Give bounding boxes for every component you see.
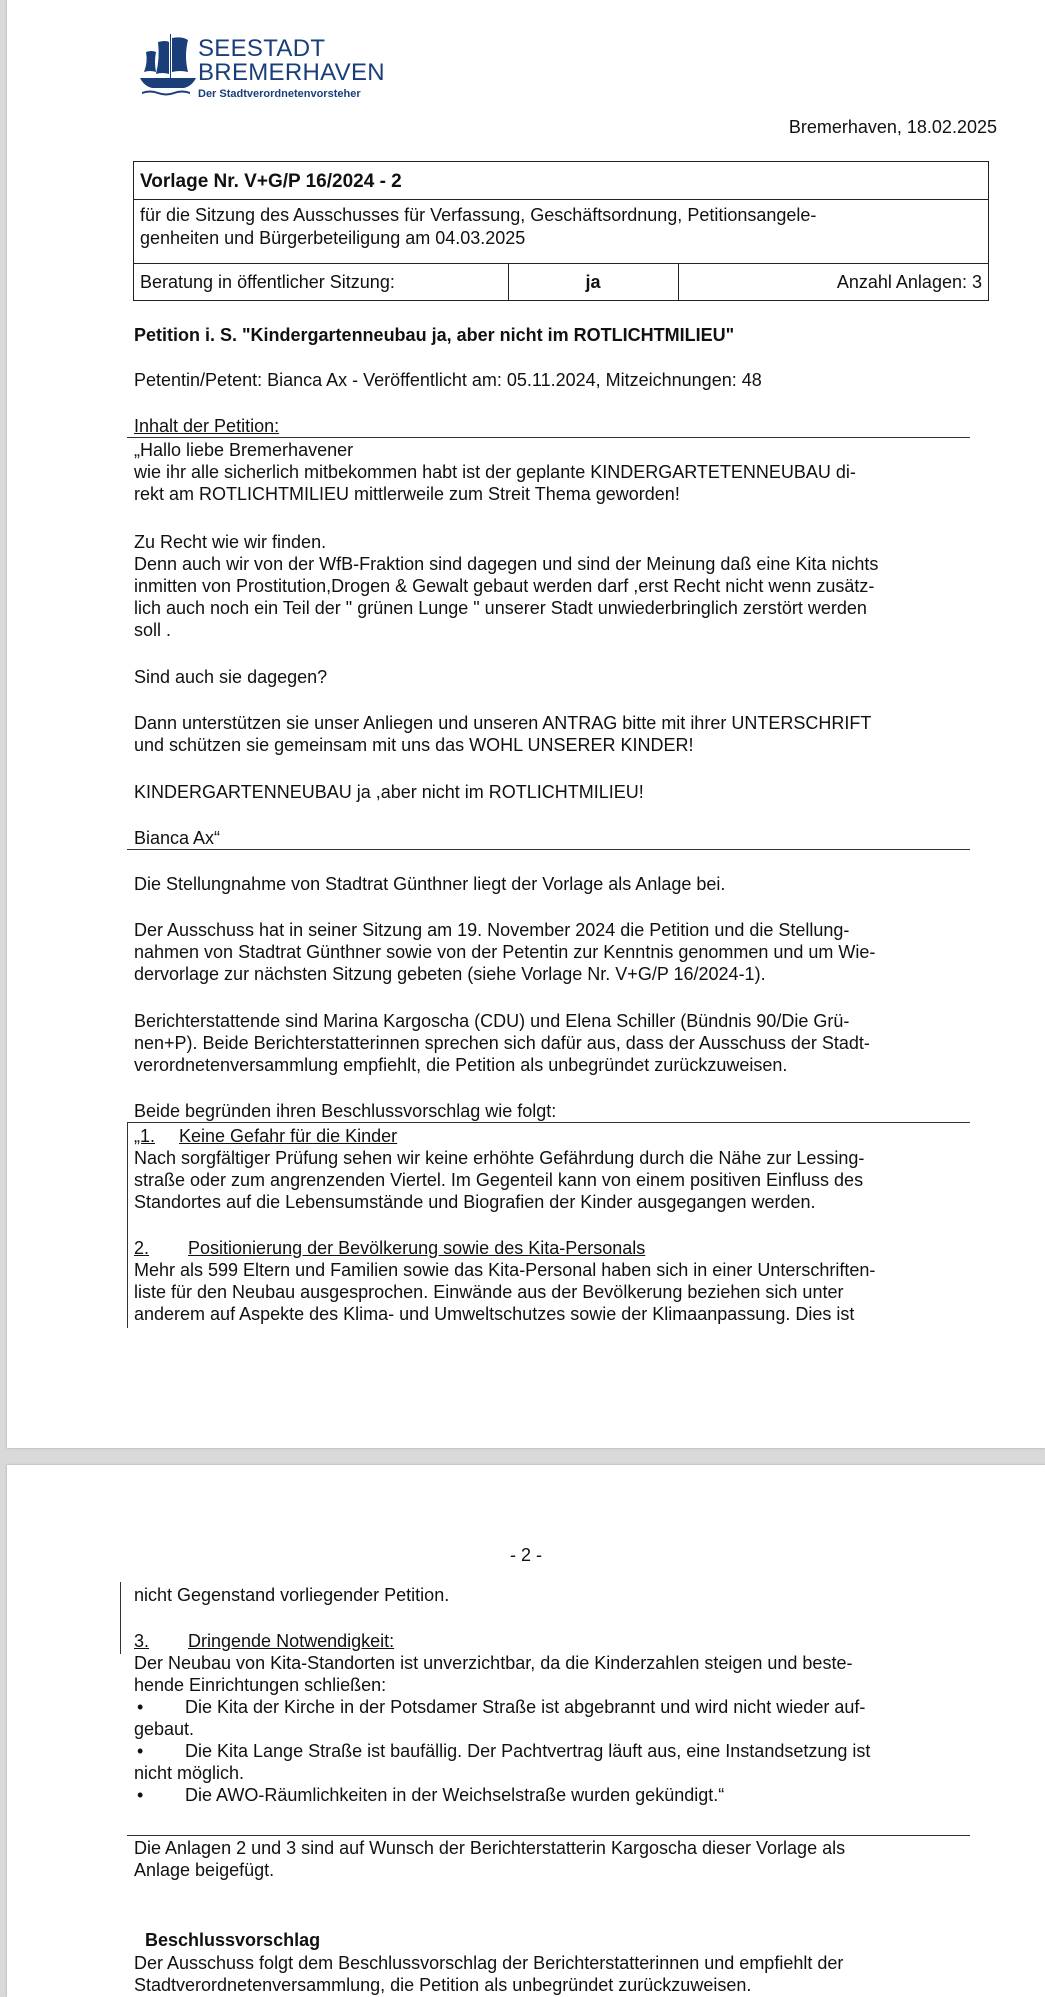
petition-line: Zu Recht wie wir finden. [134, 532, 327, 552]
sitzung-line-2: genheiten und Bürgerbeteiligung am 04.03.2025 [140, 228, 526, 248]
petition-line: KINDERGARTENNEUBAU ja ,aber nicht im ROTLICHTMILIEU! [134, 782, 644, 802]
beschluss-line: Stadtverordnetenversammlung, die Petition als unbegründet zurückzuweisen. [134, 1975, 752, 1995]
petition-line: lich auch noch ein Teil der " grünen Lunge " unserer Stadt unwiederbringlich zerstört werden [134, 598, 867, 618]
point-2-heading [134, 1237, 645, 1260]
document-date: Bremerhaven, 18.02.2025 [788, 117, 997, 137]
city-logo [140, 30, 400, 106]
petition-line: Denn auch wir von der WfB-Fraktion sind dagegen und sind der Meinung daß eine Kita nichts [134, 554, 879, 574]
petition-line: inmitten von Prostitution,Drogen & Gewalt gebaut werden darf ,erst Recht nicht wenn zusätz- [134, 576, 875, 596]
bullet-item-line: nicht möglich. [134, 1763, 245, 1783]
petition-line: Sind auch sie dagegen? [134, 667, 328, 687]
point-3-heading [134, 1630, 394, 1653]
point-1-title: Keine Gefahr für die Kinder [179, 1126, 398, 1146]
point-2-line: anderem auf Aspekte des Klima- und Umweltschutzes sowie der Klimaanpassung. Dies ist [134, 1304, 855, 1324]
anlagen-count: Anzahl Anlagen: 3 [836, 272, 982, 292]
bullet-symbol: • [137, 1697, 144, 1717]
begruendung-heading: Beide begründen ihren Beschlussvorschlag wie folgt: [134, 1101, 557, 1121]
sitzung-line-1: für die Sitzung des Ausschusses für Verfassung, Geschäftsordnung, Petitionsangele- [140, 205, 817, 225]
point-1-line: Nach sorgfältiger Prüfung sehen wir keine erhöhte Gefährdung durch die Nähe zur Lessing- [134, 1148, 865, 1168]
bullet-item-line: Die AWO-Räumlichkeiten in der Weichselstraße wurden gekündigt.“ [185, 1785, 725, 1805]
bullet-symbol: • [137, 1785, 144, 1805]
inhalt-heading: Inhalt der Petition: [134, 416, 280, 436]
point-3-line: Der Neubau von Kita-Standorten ist unverzichtbar, da die Kinderzahlen steigen und beste- [134, 1653, 853, 1673]
point-2-line: liste für den Neubau ausgesprochen. Einwände aus der Bevölkerung beziehen sich unter [134, 1282, 844, 1302]
point-2-title: Positionierung der Bevölkerung sowie des Kita-Personals [188, 1238, 646, 1258]
anlagen-line: Anlage beigefügt. [134, 1860, 275, 1880]
bullet-item-line: Die Kita der Kirche in der Potsdamer Straße ist abgebrannt und wird nicht wieder auf- [185, 1697, 866, 1717]
petition-title: Petition i. S. "Kindergartenneubau ja, aber nicht im ROTLICHTMILIEU" [134, 325, 735, 345]
point-1-line: straße oder zum angrenzenden Viertel. Im Gegenteil kann von einem positiven Einfluss des [134, 1170, 864, 1190]
petent-info: Petentin/Petent: Bianca Ax - Veröffentlicht am: 05.11.2024, Mitzeichnungen: 48 [134, 370, 762, 390]
point-2-number: 2. [134, 1238, 150, 1258]
point-3-line: hende Einrichtungen schließen: [134, 1675, 387, 1695]
point-3-title: Dringende Notwendigkeit: [188, 1631, 395, 1651]
continuation-text: nicht Gegenstand vorliegender Petition. [134, 1585, 450, 1605]
petition-line: soll . [134, 620, 172, 640]
petition-line: rekt am ROTLICHTMILIEU mittlerweile zum Streit Thema geworden! [134, 484, 680, 504]
logo-subtitle: Der Stadtverordnetenvorsteher [198, 88, 361, 100]
ausschuss-line: dervorlage zur nächsten Sitzung gebeten (siehe Vorlage Nr. V+G/P 16/2024-1). [134, 964, 766, 984]
vorlage-row [134, 162, 988, 200]
point-1-heading [134, 1125, 397, 1148]
ausschuss-line: nahmen von Stadtrat Günthner sowie von der Petentin zur Kenntnis genommen und um Wie- [134, 942, 876, 962]
vorlage-number: Vorlage Nr. V+G/P 16/2024 - 2 [140, 171, 402, 192]
point-1-line: Standortes auf die Lebensumstände und Biografien der Kinder ausgegangen werden. [134, 1192, 816, 1212]
beratung-value: ja [585, 272, 601, 292]
petition-line: und schützen sie gemeinsam mit uns das WOHL UNSERER KINDER! [134, 735, 694, 755]
logo-city-name-line2: BREMERHAVEN [198, 59, 385, 86]
berichterstatter-line: nen+P). Beide Berichterstatterinnen sprechen sich dafür aus, dass der Ausschuss der Stadt- [134, 1033, 870, 1053]
berichterstatter-line: Berichterstattende sind Marina Kargoscha (CDU) und Elena Schiller (Bündnis 90/Die Grü- [134, 1011, 850, 1031]
berichterstatter-line: verordnetenversammlung empfiehlt, die Petition als unbegründet zurückzuweisen. [134, 1055, 788, 1075]
sitzung-row [134, 200, 988, 264]
point-2-line: Mehr als 599 Eltern und Familien sowie das Kita-Personal haben sich in einer Unterschriften- [134, 1260, 876, 1280]
document-page-2 [7, 1465, 1045, 1997]
ausschuss-line: Der Ausschuss hat in seiner Sitzung am 19. November 2024 die Petition und die Stellung- [134, 920, 850, 940]
petition-line: Bianca Ax“ [134, 828, 221, 848]
bullet-item-line: Die Kita Lange Straße ist baufällig. Der Pachtvertrag läuft aus, eine Instandsetzung ist [185, 1741, 871, 1761]
bullet-symbol: • [137, 1741, 144, 1761]
page-number: - 2 - [509, 1545, 542, 1565]
beschluss-line: Der Ausschuss folgt dem Beschlussvorschlag der Berichterstatterinnen und empfiehlt der [134, 1953, 844, 1973]
document-page-1 [7, 0, 1045, 1448]
petition-line: Dann unterstützen sie unser Anliegen und unseren ANTRAG bitte mit ihrer UNTERSCHRIFT [134, 713, 872, 733]
anlagen-line: Die Anlagen 2 und 3 sind auf Wunsch der Berichterstatterin Kargoscha dieser Vorlage als [134, 1838, 846, 1858]
header-table [133, 161, 989, 301]
petition-line: „Hallo liebe Bremerhavener [134, 440, 354, 460]
logo-city-name-line1: SEESTADT [198, 35, 326, 62]
point-3-number: 3. [134, 1631, 150, 1651]
beschluss-heading: Beschlussvorschlag [145, 1930, 321, 1950]
beratung-label: Beratung in öffentlicher Sitzung: [140, 272, 395, 292]
ship-emblem-icon [140, 30, 198, 102]
petition-line: wie ihr alle sicherlich mitbekommen habt ist der geplante KINDERGARTETENNEUBAU di- [134, 462, 856, 482]
bullet-item-line: gebaut. [134, 1719, 195, 1739]
point-1-number: „1. [134, 1126, 156, 1146]
beratung-row [134, 264, 988, 300]
stellungnahme-text: Die Stellungnahme von Stadtrat Günthner liegt der Vorlage als Anlage bei. [134, 874, 726, 894]
